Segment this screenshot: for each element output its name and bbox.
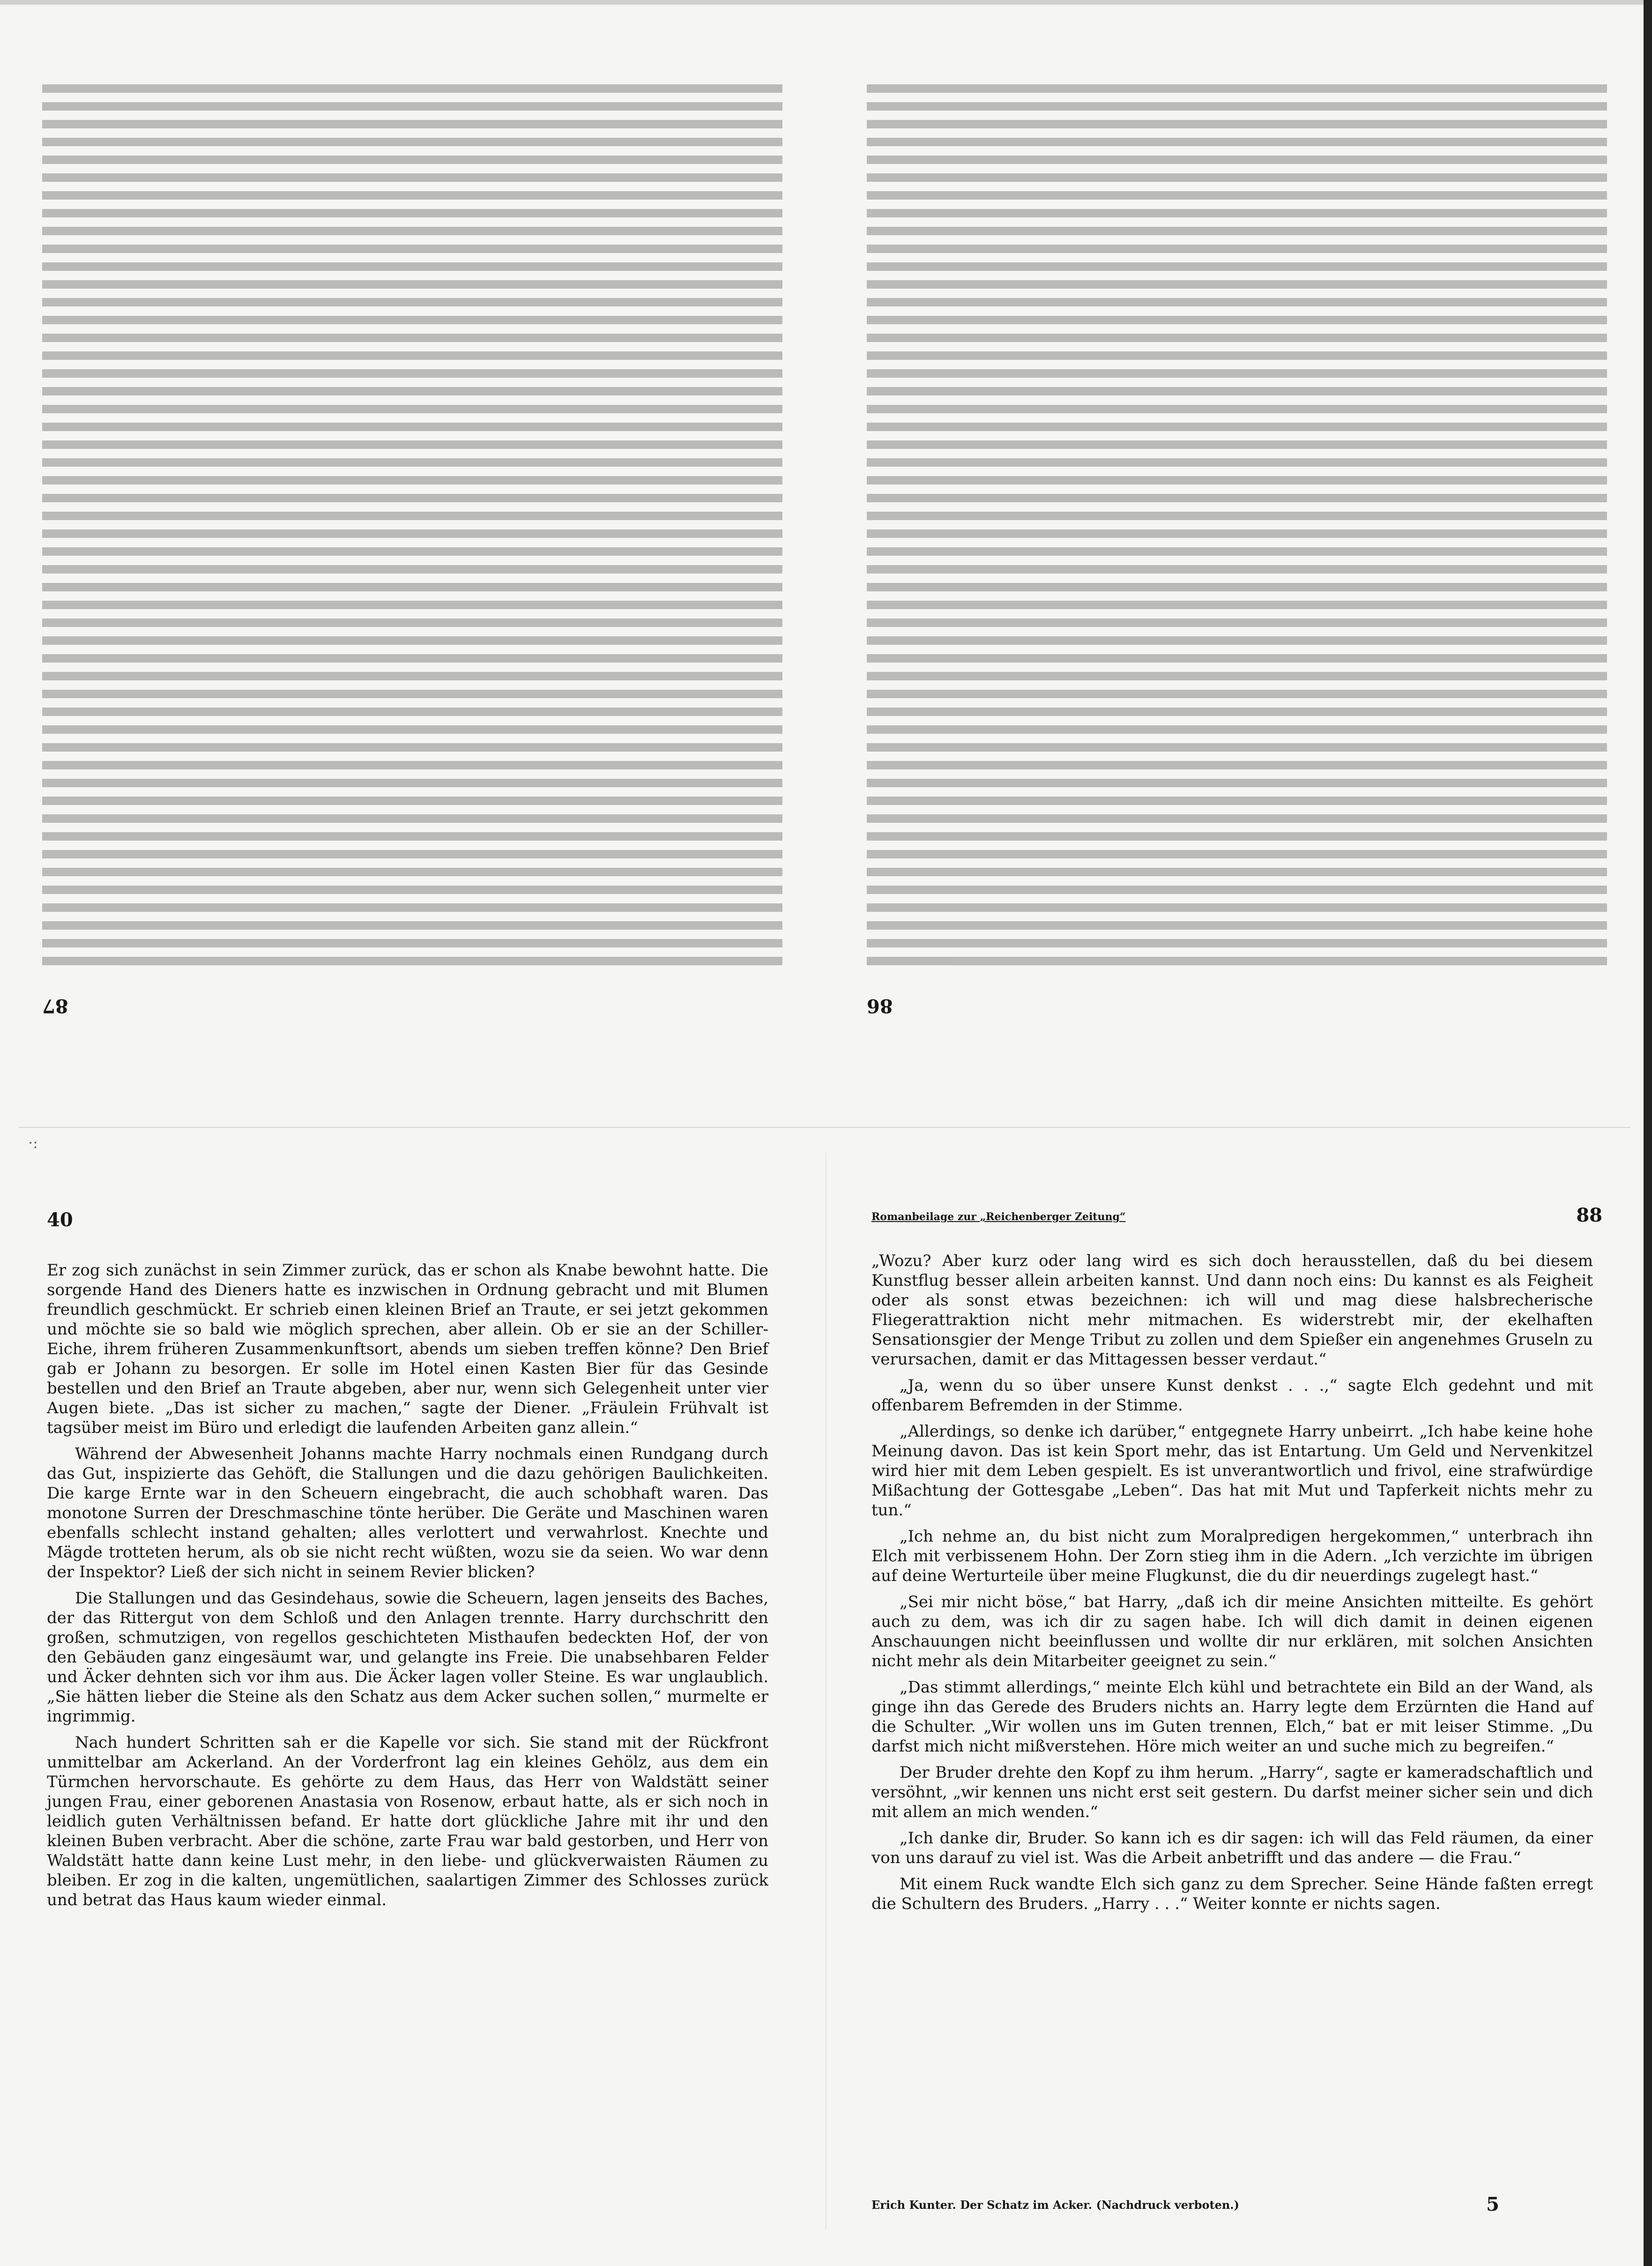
page-number: 87 [42, 995, 68, 1017]
lower-right-page [871, 1204, 1602, 2240]
page-right-edge [1644, 0, 1652, 2266]
paragraph: „Wozu? Aber kurz oder lang wird es sich doch herausstellen, daß du bei diesem Kunstflug besser allein arbeiten kannst. Und dann noch eins: Du kannst es als Feigheit oder als sonst etwas bezeichnen: ich will und mag diese halsbrecherische Fliegerattraktion nicht mehr mitmachen. Es widerstrebt mir, der ekelhaften Sensationsgier der Menge Tribut zu zollen und dem Spießer ein angenehmes Gruseln zu verursachen, damit er das Mittagessen besser verdaut.“ [871, 1252, 1593, 1369]
text-column [871, 1251, 1593, 1920]
paragraph: „Allerdings, so denke ich darüber,“ entgegnete Harry unbeirrt. „Ich habe keine hohe Meinung davon. Das ist kein Sport mehr, das ist Entartung. Um Geld und Nervenkitzel wird hier mit dem Leben gespielt. Es ist unverantwortlich und frivol, eine strafwürdige Mißachtung der Gottesgabe „Leben“. Das hat mit Mut und Tapferkeit nichts mehr zu tun.“ [871, 1422, 1593, 1520]
paragraph: „Ich danke dir, Bruder. So kann ich es dir sagen: ich will das Feld räumen, da einer von uns darauf zu viel ist. Was die Arbeit anbetrifft und das andere — die Frau.“ [871, 1829, 1593, 1867]
page-number: 86 [867, 995, 893, 1017]
lower-left-page [47, 1209, 778, 2240]
paragraph: Der Bruder drehte den Kopf zu ihm herum. „Harry“, sagte er kameradschaftlich und versöhnt, „wir kennen uns nicht erst seit gestern. Du darfst meiner sicher sein und dich mit allem an mich wenden.“ [871, 1763, 1593, 1821]
text-column [47, 1260, 768, 1916]
footer-credit: Erich Kunter. Der Schatz im Acker. (Nachdruck verboten.) [871, 2198, 1240, 2212]
paragraph: Mit einem Ruck wandte Elch sich ganz zu dem Sprecher. Seine Hände faßten erregt die Schultern des Bruders. „Harry . . .“ Weiter konnte er nichts sagen. [871, 1875, 1593, 1913]
upper-right-page [853, 56, 1621, 1021]
margin-mark: ·: [28, 1134, 38, 1152]
upper-left-page [28, 56, 796, 1021]
paragraph: Die Stallungen und das Gesindehaus, sowie die Scheuern, lagen jenseits des Baches, der das Rittergut von dem Schloß und den Anlagen trennte. Harry durchschritt den großen, schmutzigen, von regellos geschichteten Misthaufen bedeckten Hof, der von den Gebäuden ganz eingesäumt war, und gelangte ins Freie. Die unabsehbaren Felder und Äcker dehnten sich vor ihm aus. Die Äcker lagen voller Steine. Es war unglaublich. „Sie hätten lieber die Steine als den Schatz aus dem Acker suchen sollen,“ murmelte er ingrimmig. [47, 1589, 768, 1726]
inverted-text-block [42, 75, 782, 965]
paragraph: „Sei mir nicht böse,“ bat Harry, „daß ich dir meine Ansichten mitteilte. Es gehört auch zu dem, was ich dir zu sagen habe. Ich will dich damit in deinen eigenen Anschauungen nicht beeinflussen und wollte dir nur erklären, mit solchen Ansichten nicht mehr als dein Mitarbeiter geeignet zu sein.“ [871, 1593, 1593, 1670]
paragraph: „Ich nehme an, du bist nicht zum Moralpredigen hergekommen,“ unterbrach ihn Elch mit verbissenem Hohn. Der Zorn stieg ihm in die Adern. „Ich verzichte im übrigen auf deine Werturteile über meine Flugkunst, die du dir neuerdings zugelegt hast.“ [871, 1527, 1593, 1585]
fold-line [19, 1127, 1630, 1128]
page-number: 88 [1576, 1204, 1602, 1226]
paragraph: „Das stimmt allerdings,“ meinte Elch kühl und betrachtete ein Bild an der Wand, als ginge ihn das Gerede des Bruders nichts an. Harry legte dem Erzürnten die Hand auf die Schulter. „Wir wollen uns im Guten trennen, Elch,“ bat er mit leiser Stimme. „Du darfst mich nicht mißverstehen. Höre mich weiter an und suche mich zu begreifen.“ [871, 1678, 1593, 1756]
supplement-header: Romanbeilage zur „Reichenberger Zeitung“ [871, 1211, 1126, 1223]
paragraph: Nach hundert Schritten sah er die Kapelle vor sich. Sie stand mit der Rückfront unmittelbar am Ackerland. An der Vorderfront lag ein kleines Gehölz, aus dem ein Türmchen hervorschaute. Es gehörte zu dem Haus, das Herr von Waldstätt seiner jungen Frau, einer geborenen Anastasia von Rosenow, erbaut hatte, als er sich noch in leidlich guten Verhältnissen befand. Er hatte dort glückliche Jahre mit ihr und den kleinen Buben verbracht. Aber die schöne, zarte Frau war bald gestorben, und Herr von Waldstätt hatte dann keine Lust mehr, in den liebe- und glückverwaisten Räumen zu bleiben. Er zog in die kalten, ungemütlichen, saalartigen Zimmer des Schlosses zurück und betrat das Haus kaum wieder einmal. [47, 1733, 768, 1909]
paragraph: „Ja, wenn du so über unsere Kunst denkst . . .,“ sagte Elch gedehnt und mit offenbarem Befremden in der Stimme. [871, 1376, 1593, 1415]
footer-number: 5 [1486, 2193, 1499, 2215]
paragraph: Während der Abwesenheit Johanns machte Harry nochmals einen Rundgang durch das Gut, inspizierte das Gehöft, die Stallungen und die dazu gehörigen Baulichkeiten. Die karge Ernte war in den Scheuern eingebracht, die auch schobhaft waren. Das monotone Surren der Dreschmaschine tönte herüber. Die Geräte und Maschinen waren ebenfalls schlecht instand gehalten; alles verlottert und verwahrlost. Knechte und Mägde trotteten herum, als ob sie nicht recht wüßten, wozu sie da seien. Wo war denn der Inspektor? Ließ der sich nicht in seinem Revier blicken? [47, 1445, 768, 1581]
page-number: 40 [47, 1209, 73, 1231]
page-top-edge [0, 0, 1652, 5]
inverted-text-block [867, 75, 1607, 965]
paragraph: Er zog sich zunächst in sein Zimmer zurück, das er schon als Knabe bewohnt hatte. Die sorgende Hand des Dieners hatte es inzwischen in Ordnung gebracht und mit Blumen freundlich geschmückt. Er schrieb einen kleinen Brief an Traute, er sei jetzt gekommen und möchte sie so bald wie möglich sprechen, aber allein. Ob er sie an der Schiller-Eiche, ihrem früheren Zusammenkunftsort, abends um sieben treffen könne? Den Brief gab er Johann zu besorgen. Er solle im Hotel einen Kasten Bier für das Gesinde bestellen und den Brief an Traute abgeben, aber nur, wenn sich Gelegenheit unter vier Augen biete. „Das ist sicher zu machen,“ sagte der Diener. „Fräulein Frühvalt ist tagsüber meist im Büro und erledigt die laufenden Arbeiten ganz allein.“ [47, 1261, 768, 1437]
